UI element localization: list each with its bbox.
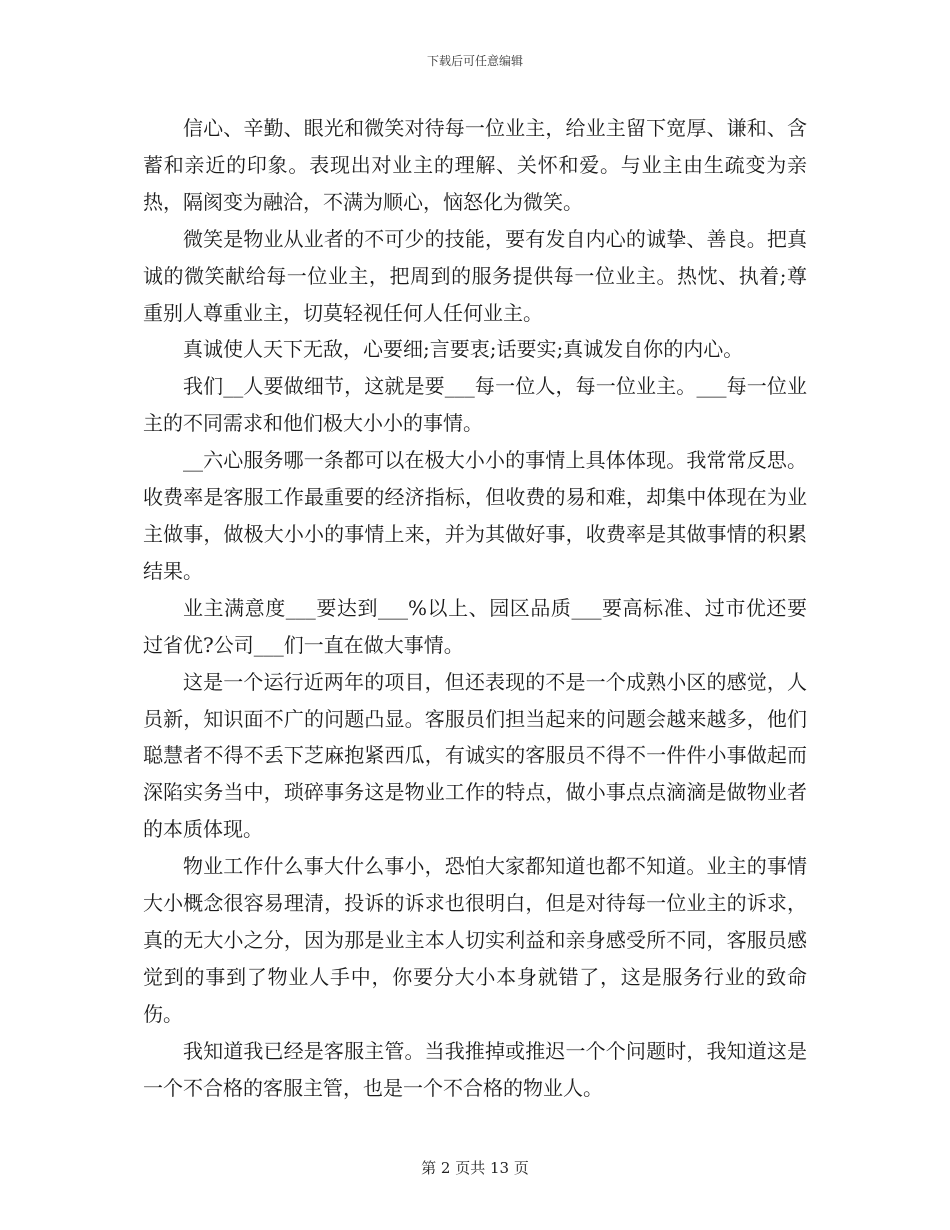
page-header: 下载后可任意编辑 — [426, 54, 523, 68]
paragraph-9: 我知道我已经是客服主管。当我推掉或推迟一个个问题时，我知道这是一个不合格的客服主管，也是一个不合格的物业人。 — [143, 1038, 807, 1100]
paragraph-3: 真诚使人天下无敌，心要细;言要衷;话要实;真诚发自你的内心。 — [183, 337, 744, 362]
document-body — [143, 110, 807, 1106]
paragraph-5: __六心服务哪一条都可以在极大小小的事情上具体体现。我常常反思。收费率是客服工作最重要的经济指标，但收费的易和难，却集中体现在为业主做事，做极大小小的事情上来，并为其做好事，收费率是其做事情的积累结果。 — [143, 448, 807, 583]
page-number: 第 2 页共 13 页 — [421, 1159, 529, 1177]
paragraph-8: 物业工作什么事大什么事小，恐怕大家都知道也都不知道。业主的事情大小概念很容易理清，投诉的诉求也很明白，但是对待每一位业主的诉求，真的无大小之分，因为那是业主本人切实利益和亲身感受所不同，客服员感觉到的事到了物业人手中，你要分大小本身就错了，这是服务行业的致命伤。 — [143, 854, 807, 1026]
paragraph-7: 这是一个运行近两年的项目，但还表现的不是一个成熟小区的感觉，人员新，知识面不广的问题凸显。客服员们担当起来的问题会越来越多，他们聪慧者不得不丢下芝麻抱紧西瓜，有诚实的客服员不得不一件件小事做起而深陷实务当中，琐碎事务这是物业工作的特点，做小事点点滴滴是做物业者的本质体现。 — [143, 669, 807, 842]
paragraph-2: 微笑是物业从业者的不可少的技能，要有发自内心的诚挚、善良。把真诚的微笑献给每一位业主，把周到的服务提供每一位业主。热忱、执着;尊重别人尊重业主，切莫轻视任何人任何业主。 — [143, 226, 807, 325]
paragraph-6: 业主满意度___要达到___%以上、园区品质___要高标准、过市优还要过省优?公司___们一直在做大事情。 — [143, 595, 807, 657]
paragraph-1: 信心、辛勤、眼光和微笑对待每一位业主，给业主留下宽厚、谦和、含蓄和亲近的印象。表现出对业主的理解、关怀和爱。与业主由生疏变为亲热，隔阂变为融洽，不满为顺心，恼怒化为微笑。 — [143, 116, 807, 214]
paragraph-4: 我们__人要做细节，这就是要___每一位人，每一位业主。___每一位业主的不同需求和他们极大小小的事情。 — [143, 374, 807, 436]
